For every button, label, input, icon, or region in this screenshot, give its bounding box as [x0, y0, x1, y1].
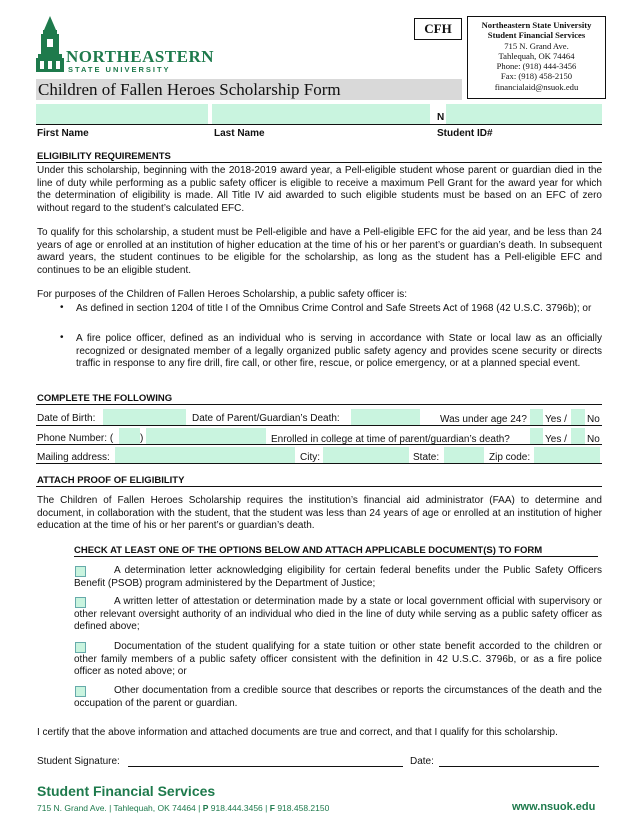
- death-date-input[interactable]: [351, 409, 420, 425]
- mailing-address-input[interactable]: [115, 447, 295, 463]
- proof-heading: ATTACH PROOF OF ELIGIBILITY: [37, 475, 185, 486]
- phone-number-input[interactable]: [146, 428, 266, 444]
- logo-line2: STATE UNIVERSITY: [68, 65, 171, 74]
- under24-no[interactable]: No: [587, 414, 600, 425]
- enrolled-yes[interactable]: Yes /: [545, 434, 567, 445]
- dob-label: Date of Birth:: [37, 413, 96, 424]
- first-name-label: First Name: [37, 128, 89, 139]
- death-date-label: Date of Parent/Guardian’s Death:: [192, 413, 340, 424]
- last-name-label: Last Name: [214, 128, 265, 139]
- office-dept: Student Financial Services: [487, 30, 586, 41]
- phone-label: Phone Number: (: [37, 433, 114, 444]
- under24-no-box[interactable]: [571, 409, 585, 425]
- office-fax: Fax: (918) 458-2150: [500, 71, 573, 82]
- footer-phone-label: P: [202, 803, 209, 813]
- check-heading: CHECK AT LEAST ONE OF THE OPTIONS BELOW AND ATTACH APPLICABLE DOCUMENT(S) TO FORM: [74, 545, 543, 556]
- enrolled-no-box[interactable]: [571, 428, 585, 444]
- option-1-text: A determination letter acknowledging eligibility for certain federal benefits under the Public Safety Officers Benefit (PSOB) program administered by the Department of Justice;: [74, 565, 602, 589]
- footer-contact: [37, 803, 329, 813]
- complete-heading: COMPLETE THE FOLLOWING: [37, 393, 173, 404]
- under24-yes[interactable]: Yes /: [545, 414, 567, 425]
- proof-paragraph: The Children of Fallen Heroes Scholarship requires the institution’s financial aid administrator (FAA) to determine and document, in collaboration with the student, that the student was less than 24 years of age or enrolled at an institution of higher education at the time of his or her parent’s or guardian’s death.: [37, 495, 602, 532]
- form-code-box: [414, 18, 462, 40]
- form-code: CFH: [424, 21, 452, 36]
- signature-line[interactable]: [128, 766, 403, 767]
- enrolled-label: Enrolled in college at time of parent/guardian’s death?: [271, 434, 510, 445]
- enrolled-no[interactable]: No: [587, 434, 600, 445]
- last-name-input[interactable]: [212, 104, 430, 124]
- eligibility-heading: ELIGIBILITY REQUIREMENTS: [37, 151, 171, 162]
- enrolled-yes-box[interactable]: [530, 428, 543, 444]
- state-label: State:: [413, 452, 440, 463]
- option-2-text: A written letter of attestation or determination made by a state or local government official with supervisory or other relevant oversight authority of an individual who died in the line of duty while serving as a public safety officer as defined above;: [74, 596, 602, 633]
- under24-label: Was under age 24?: [440, 414, 527, 425]
- office-name: Northeastern State University: [481, 20, 592, 30]
- first-name-input[interactable]: [36, 104, 208, 124]
- footer-website-link[interactable]: www.nsuok.edu: [512, 801, 596, 813]
- office-contact-box: [467, 16, 606, 99]
- city-input[interactable]: [323, 447, 409, 463]
- office-address: 715 N. Grand Ave.: [504, 40, 569, 51]
- bullet-item: As defined in section 1204 of title I of the Omnibus Crime Control and Safe Streets Act of 1968 (42 U.S.C. 3796b); or: [76, 303, 592, 314]
- eligibility-paragraph-3: For purposes of the Children of Fallen Heroes Scholarship, a public safety officer is:: [37, 289, 407, 300]
- date-label: Date:: [410, 756, 434, 767]
- zip-label: Zip code:: [489, 452, 531, 463]
- bullet-item: A fire police officer, defined as an individual who is serving in accordance with State or local law as an officially recognized or designated member of a legally organized public safety agency and provides scene security or directs traffic in response to any fire drill, fire call, or other fire, rescue, or police emergency, or at a planned special event.: [76, 333, 602, 370]
- office-city: Tahlequah, OK 74464: [498, 50, 575, 61]
- logo-line1: NORTHEASTERN: [66, 47, 215, 66]
- state-input[interactable]: [444, 447, 484, 463]
- phone-close-paren: ): [140, 433, 144, 444]
- eligibility-paragraph-2: To qualify for this scholarship, a student must be Pell-eligible and have a Pell-eligible EFC for the aid year, and be less than 24 years of age or enrolled at an institution of higher education at the time of his or her parent’s or guardian’s death. In subsequent award years, the student continues to be eligible for the scholarship, as long as the student has a Pell-eligible EFC and continues to be an eligible student.: [37, 227, 602, 276]
- footer-fax-label: F: [269, 803, 275, 813]
- student-id-input[interactable]: [446, 104, 602, 124]
- footer-fax: 918.458.2150: [277, 803, 330, 813]
- bullet-dot: •: [60, 302, 64, 313]
- student-id-prefix: N: [437, 112, 445, 123]
- option-3-text: Documentation of the student qualifying for a state tuition or other state benefit accorded to the children or other family members of a public safety officer consistent with the definition in 42 U.S.C. 3796b, or as a fire police officer as noted above; or: [74, 641, 602, 678]
- eligibility-paragraph-1: Under this scholarship, beginning with the 2018-2019 award year, a Pell-eligible student whose parent or guardian died in the line of duty while performing as a public safety officer is eligible to receive a maximum Pell Grant for the award year for which the determination of eligibility is made. All Title IV aid awarded to such eligible students must be based on an EFC of zero without regard to the student’s calculated EFC.: [37, 165, 602, 214]
- footer-phone: 918.444.3456: [210, 803, 263, 813]
- zip-input[interactable]: [534, 447, 600, 463]
- footer-address: 715 N. Grand Ave. | Tahlequah, OK 74464 |: [37, 803, 201, 813]
- university-logo: [36, 16, 236, 76]
- dob-input[interactable]: [103, 409, 186, 425]
- option-4-text: Other documentation from a credible source that describes or reports the circumstances of the death and the occupation of the parent or guardian.: [74, 685, 602, 709]
- office-email: financialaid@nsuok.edu: [494, 81, 579, 92]
- bullet-dot: •: [60, 332, 64, 343]
- tower-icon: [36, 16, 64, 74]
- footer-separator: |: [265, 803, 268, 813]
- student-id-label: Student ID#: [437, 128, 493, 139]
- phone-area-input[interactable]: [119, 428, 140, 444]
- date-line[interactable]: [439, 766, 599, 767]
- under24-yes-box[interactable]: [530, 409, 543, 425]
- office-phone: Phone: (918) 444-3456: [496, 61, 577, 72]
- footer-title: Student Financial Services: [37, 783, 216, 799]
- form-title: Children of Fallen Heroes Scholarship Form: [38, 80, 341, 99]
- signature-label: Student Signature:: [37, 756, 120, 767]
- mailing-address-label: Mailing address:: [37, 452, 110, 463]
- city-label: City:: [300, 452, 320, 463]
- certify-statement: I certify that the above information and attached documents are true and correct, and that I qualify for this scholarship.: [37, 727, 558, 738]
